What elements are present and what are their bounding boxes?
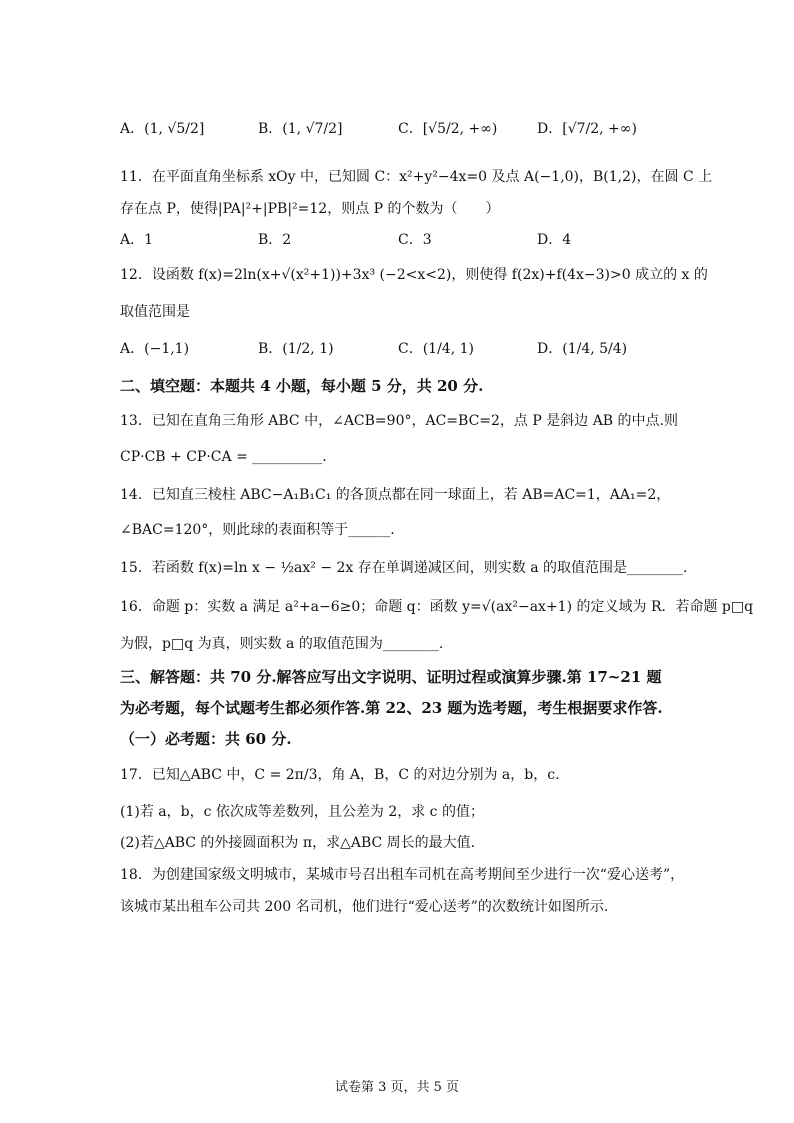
- section2-title: 二、填空题：本题共 4 小题，每小题 5 分，共 20 分.: [120, 377, 484, 395]
- q14-line2: ∠BAC=120°，则此球的表面积等于______.: [120, 522, 395, 538]
- q10-option-c: C．[√5/2, +∞): [398, 121, 498, 137]
- page-footer: 试卷第 3 页，共 5 页: [334, 1080, 460, 1095]
- q14-line1: 14．已知直三棱柱 ABC−A₁B₁C₁ 的各顶点都在同一球面上，若 AB=AC=1，AA₁=2，: [120, 487, 671, 503]
- q16-line1: 16．命题 p：实数 a 满足 a²+a−6≥0；命题 q：函数 y=√(ax²−ax+1) 的定义域为 R．若命题 p□q: [120, 599, 754, 615]
- q11-line2: 存在点 P，使得|PA|²+|PB|²=12，则点 P 的个数为（ ）: [120, 201, 500, 217]
- q16-line2: 为假，p□q 为真，则实数 a 的取值范围为________.: [120, 636, 444, 652]
- q11-option-c: C．3: [398, 232, 432, 248]
- section3-line1: 三、解答题：共 70 分.解答应写出文字说明、证明过程或演算步骤.第 17~21 题: [120, 668, 662, 686]
- q15-line1: 15．若函数 f(x)=ln x − ½ax² − 2x 存在单调递减区间，则实数 a 的取值范围是________.: [120, 560, 688, 576]
- q13-line1: 13．已知在直角三角形 ABC 中，∠ACB=90°，AC=BC=2，点 P 是斜边 AB 的中点.则: [120, 413, 678, 429]
- q11-option-b: B．2: [258, 232, 292, 248]
- q12-line1: 12．设函数 f(x)=2ln(x+√(x²+1))+3x³ (−2<x<2)，则使得 f(2x)+f(4x−3)>0 成立的 x 的: [120, 267, 708, 283]
- section3-line3: （一）必考题：共 60 分.: [120, 730, 292, 748]
- q12-option-b: B．(1/2, 1): [258, 341, 334, 357]
- q12-option-a: A．(−1,1): [120, 341, 190, 357]
- q12-option-c: C．(1/4, 1): [398, 341, 474, 357]
- q18-line1: 18．为创建国家级文明城市，某城市号召出租车司机在高考期间至少进行一次“爱心送考”，: [120, 867, 685, 883]
- q11-line1: 11．在平面直角坐标系 xOy 中，已知圆 C：x²+y²−4x=0 及点 A(−1,0)，B(1,2)，在圆 C 上: [120, 169, 713, 185]
- q10-option-a: A．(1, √5/2]: [120, 121, 205, 137]
- q18-line2: 该城市某出租车公司共 200 名司机，他们进行“爱心送考”的次数统计如图所示.: [120, 899, 609, 915]
- q10-option-d: D．[√7/2, +∞): [537, 121, 637, 137]
- q13-line2: CP·CB + CP·CA = __________.: [120, 449, 327, 465]
- q12-line2: 取值范围是: [120, 304, 190, 320]
- q17-line2: (1)若 a，b，c 依次成等差数列，且公差为 2，求 c 的值；: [120, 804, 484, 820]
- q11-option-d: D．4: [537, 232, 572, 248]
- q11-option-a: A．1: [120, 232, 154, 248]
- q10-option-b: B．(1, √7/2]: [258, 121, 343, 137]
- q12-option-d: D．(1/4, 5/4): [537, 341, 628, 357]
- section3-line2: 为必考题，每个试题考生都必须作答.第 22、23 题为选考题，考生根据要求作答.: [120, 699, 663, 717]
- q17-line1: 17．已知△ABC 中，C = 2π/3，角 A，B，C 的对边分别为 a，b，c.: [120, 767, 560, 783]
- q17-line3: (2)若△ABC 的外接圆面积为 π，求△ABC 周长的最大值.: [120, 835, 476, 851]
